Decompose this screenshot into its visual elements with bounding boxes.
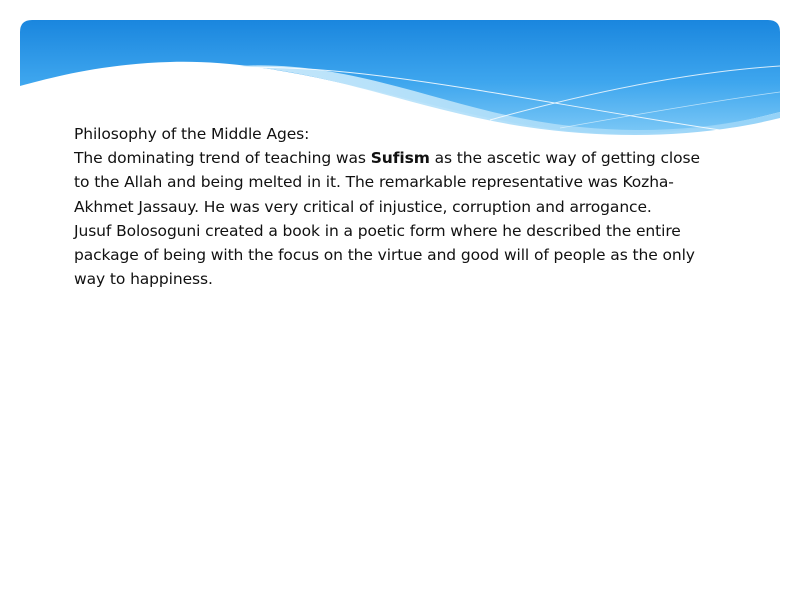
banner-shape xyxy=(20,20,780,134)
slide-heading: Philosophy of the Middle Ages: xyxy=(74,125,310,143)
paragraph-sufism-lead: The dominating trend of teaching was xyxy=(74,149,371,168)
sufism-term: Sufism xyxy=(370,149,430,168)
paragraph-sufism-rest: as the ascetic way of getting close to the Allah and being melted in it. The remarkable representative was Kozha-Akhmet Jassauy. He was very critical of injustice, corruption and arrogance. xyxy=(74,149,700,216)
paragraph-bolosoguni: Jusuf Bolosoguni created a book in a poetic form where he described the entire package of being with the focus on the virtue and good will of people as the only way to happiness. xyxy=(74,221,695,289)
slide-body-text xyxy=(74,122,714,291)
paragraph-sufism xyxy=(74,146,714,219)
